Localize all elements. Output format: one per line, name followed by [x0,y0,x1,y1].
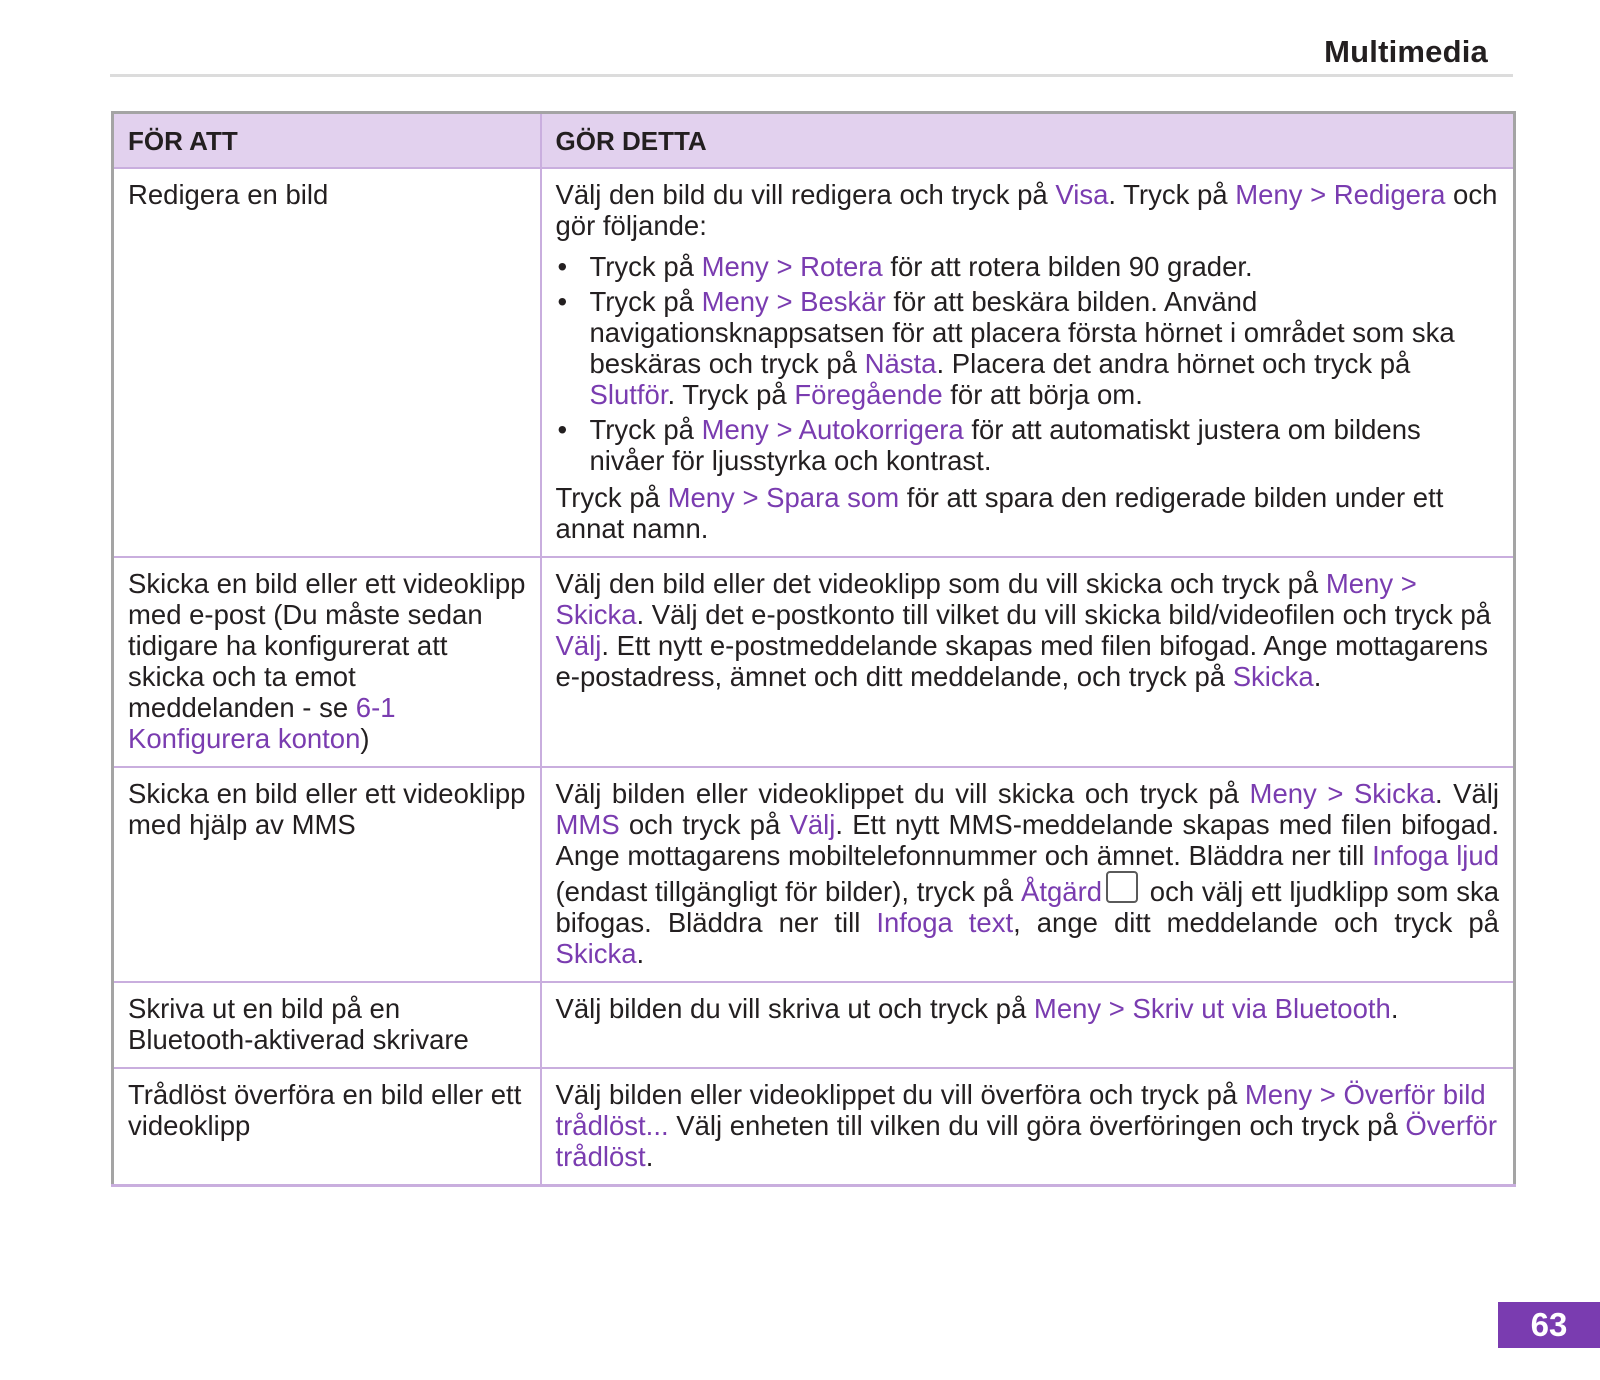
instruction-text: Tryck på Meny > Spara som för att spara den redigerade bilden under ett annat namn. [555,482,1444,544]
ui-term: Nästa [864,348,937,379]
action-text: Skicka en bild eller ett videoklipp med hjälp av MMS [128,778,526,840]
ui-term: Meny > Beskär [701,286,886,317]
table-row [113,1068,1515,1186]
ui-term: Överför trådlöst [555,1110,1498,1172]
ui-term: Skicka [1232,661,1314,692]
table-row [113,557,1515,767]
ui-term: Meny > Skicka [555,568,1417,630]
instruction-text: Välj bilden eller videoklippet du vill skicka och tryck på Meny > Skicka. Välj MMS och tryck på Välj. Ett nytt MMS-meddelande skapas med filen bifogad. Ange mottagarens mobiltelefonnummer och ämnet. Bläddra ner till Infoga ljud (endast tillgängligt för bilder), tryck på Åtgärd och välj ett ljudklipp som ska bifogas. Bläddra ner till Infoga text, ange ditt meddelande och tryck på Skicka. [555,778,1500,969]
action-cell [113,1068,541,1186]
ui-term: Välj [555,630,602,661]
ui-term: Visa [1055,179,1109,210]
table-header-row [113,113,1515,169]
ui-term: Föregående [794,379,943,410]
header-rule [110,74,1513,77]
instruction-text: Välj den bild du vill redigera och tryck på Visa. Tryck på Meny > Redigera och gör följande: [555,179,1498,241]
ui-term: Meny > Redigera [1235,179,1446,210]
ui-term: Skicka [555,938,637,969]
ui-term: Infoga ljud [1372,840,1500,871]
page-number: 63 [1498,1302,1600,1348]
action-cell: Skicka en bild eller ett videoklipp med e-post (Du måste sedan tidigare ha konfigurerat att skicka och ta emot meddelanden - se 6-1 Konfigurera konton) [113,557,541,767]
ui-term: Meny > Autokorrigera [701,414,964,445]
ui-term: Åtgärd [1021,876,1103,907]
action-text: Trådlöst överföra en bild eller ett videoklipp [128,1079,522,1141]
softkey-icon [1106,871,1138,903]
list-item: • Tryck på Meny > Rotera för att rotera bilden 90 grader. [556,251,1500,282]
instruction-text: Välj bilden eller videoklippet du vill överföra och tryck på Meny > Överför bild trådlöst... Välj enheten till vilken du vill göra överföringen och tryck på Överför trådlöst. [555,1079,1498,1172]
bullet-list [556,251,1500,476]
ui-term: Meny > Skriv ut via Bluetooth [1033,993,1391,1024]
list-item: • Tryck på Meny > Autokorrigera för att automatiskt justera om bildens nivåer för ljusstyrka och kontrast. [556,414,1500,476]
instruction-cell [541,168,1515,557]
instruction-cell [541,767,1515,982]
table-row [113,168,1515,557]
ui-term: Meny > Spara som [667,482,900,513]
instruction-text: Välj bilden du vill skriva ut och tryck på Meny > Skriv ut via Bluetooth. [555,993,1399,1024]
ui-term: Slutför [589,379,668,410]
column-header-for-att: FÖR ATT [113,113,541,169]
ui-term: Infoga text [876,907,1014,938]
instruction-cell [541,557,1515,767]
ui-term: Meny > Skicka [1249,778,1435,809]
instruction-table [111,111,1516,1187]
action-cell [113,168,541,557]
table-row [113,982,1515,1068]
cross-reference-link[interactable]: 6-1 Konfigurera konton [128,692,396,754]
section-title: Multimedia [1324,34,1488,69]
ui-term: Meny > Rotera [701,251,883,282]
ui-term: Meny > Överför bild trådlöst... [555,1079,1486,1141]
action-text: Skriva ut en bild på en Bluetooth-aktiverad skrivare [128,993,469,1055]
table-row [113,767,1515,982]
action-cell [113,767,541,982]
ui-term: MMS [555,809,620,840]
ui-term: Välj [789,809,836,840]
instruction-cell [541,982,1515,1068]
instruction-cell [541,1068,1515,1186]
instruction-text: Välj den bild eller det videoklipp som du vill skicka och tryck på Meny > Skicka. Välj det e-postkonto till vilket du vill skicka bild/videofilen och tryck på Välj. Ett nytt e-postmeddelande skapas med filen bifogad. Ange mottagarens e-postadress, ämnet och ditt meddelande, och tryck på Skicka. [555,568,1491,692]
action-text: Redigera en bild [128,179,329,210]
list-item: • Tryck på Meny > Beskär för att beskära bilden. Använd navigationsknappsatsen för att placera första hörnet i området som ska beskäras och tryck på Nästa. Placera det andra hörnet och tryck på Slutför. Tryck på Föregående för att börja om. [556,286,1500,410]
action-cell [113,982,541,1068]
column-header-gor-detta: GÖR DETTA [541,113,1515,169]
